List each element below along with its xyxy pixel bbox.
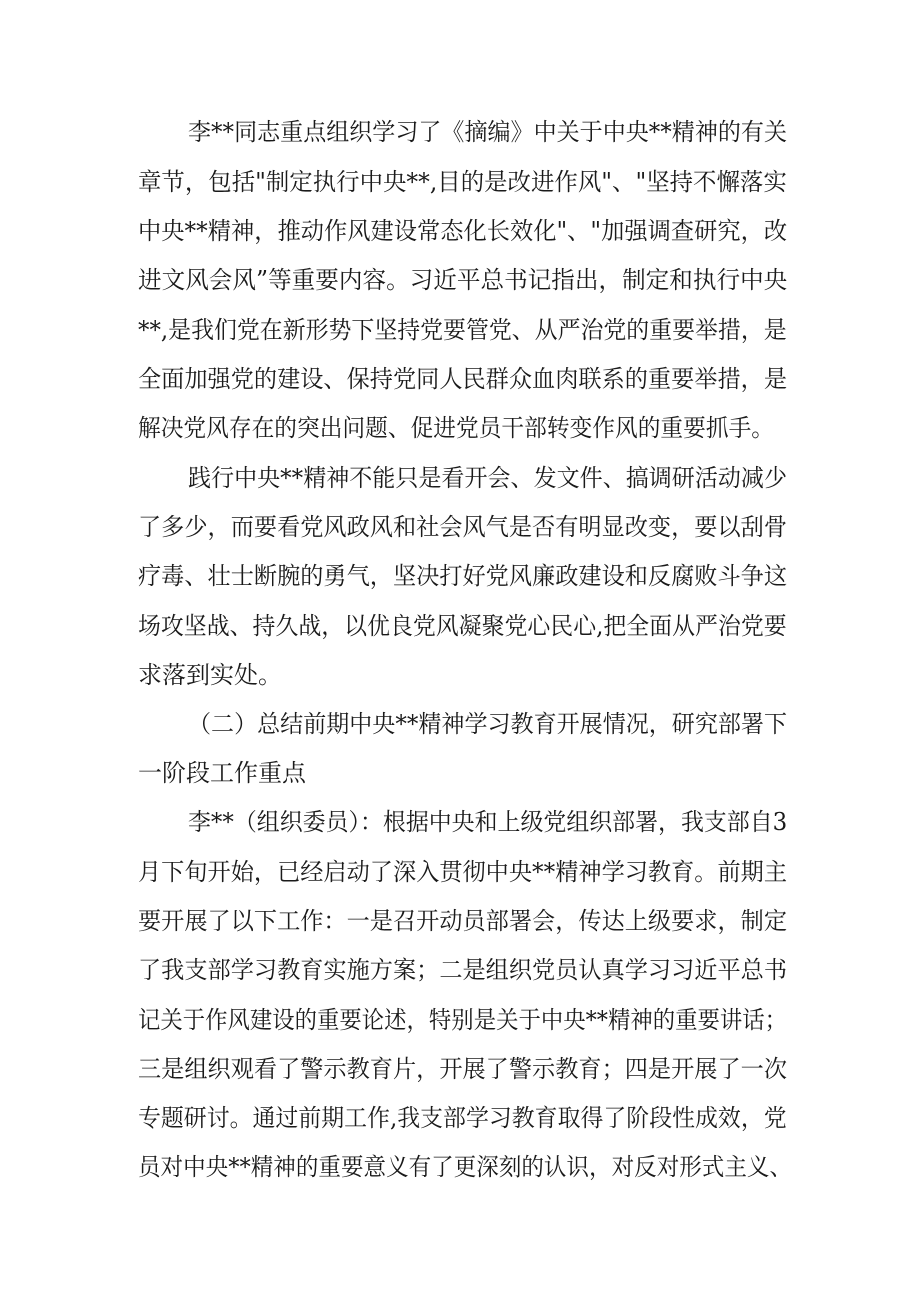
paragraph-study-summary-line: **,是我们党在新形势下坚持党要管党、从严治党的重要举措，是: [138, 316, 787, 344]
paragraph-study-summary-line: 解决党风存在的突出问题、促进党员干部转变作风的重要抓手。: [138, 414, 774, 442]
paragraph-practice-line: 求落到实处。: [138, 661, 282, 689]
paragraph-practice-line: 了多少，而要看党风政风和社会风气是否有明显改变，要以刮骨: [138, 513, 787, 541]
paragraph-study-summary-line: 全面加强党的建设、保持党同人民群众血肉联系的重要举措，是: [138, 365, 787, 393]
paragraph-committee-report-line: 三是组织观看了警示教育片，开展了警示教育；四是开展了一次: [138, 1055, 787, 1083]
paragraph-committee-report-line: 李**（组织委员）：根据中央和上级党组织部署，我支部自3: [188, 808, 788, 836]
paragraph-study-summary-line: 进文风会风”等重要内容。习近平总书记指出，制定和执行中央: [138, 266, 788, 294]
paragraph-practice-line: 疗毒、壮士断腕的勇气，坚决打好党风廉政建设和反腐败斗争这: [138, 562, 787, 590]
paragraph-committee-report-line: 要开展了以下工作：一是召开动员部署会，传达上级要求，制定: [138, 907, 787, 935]
paragraph-study-summary-line: 李**同志重点组织学习了《摘编》中关于中央**精神的有关: [188, 118, 787, 146]
paragraph-committee-report-line: 专题研讨。通过前期工作,我支部学习教育取得了阶段性成效，党: [138, 1104, 787, 1132]
paragraph-practice-line: 践行中央**精神不能只是看开会、发文件、搞调研活动减少: [188, 464, 787, 492]
paragraph-study-summary-line: 章节，包括"制定执行中央**,目的是改进作风"、"坚持不懈落实: [138, 168, 787, 196]
paragraph-committee-report-line: 了我支部学习教育实施方案；二是组织党员认真学习习近平总书: [138, 956, 787, 984]
paragraph-study-summary-line: 中央**精神，推动作风建设常态化长效化"、"加强调查研究，改: [138, 217, 788, 245]
section-heading-two-line: （二）总结前期中央**精神学习教育开展情况，研究部署下: [188, 710, 787, 738]
paragraph-committee-report-line: 月下旬开始，已经启动了深入贯彻中央**精神学习教育。前期主: [138, 858, 787, 886]
paragraph-committee-report-line: 员对中央**精神的重要意义有了更深刻的认识，对反对形式主义、: [138, 1153, 792, 1181]
paragraph-committee-report-line: 记关于作风建设的重要论述，特别是关于中央**精神的重要讲话；: [138, 1006, 787, 1034]
section-heading-two-line: 一阶段工作重点: [138, 759, 306, 787]
paragraph-practice-line: 场攻坚战、持久战，以优良党风凝聚党心民心,把全面从严治党要: [138, 612, 787, 640]
